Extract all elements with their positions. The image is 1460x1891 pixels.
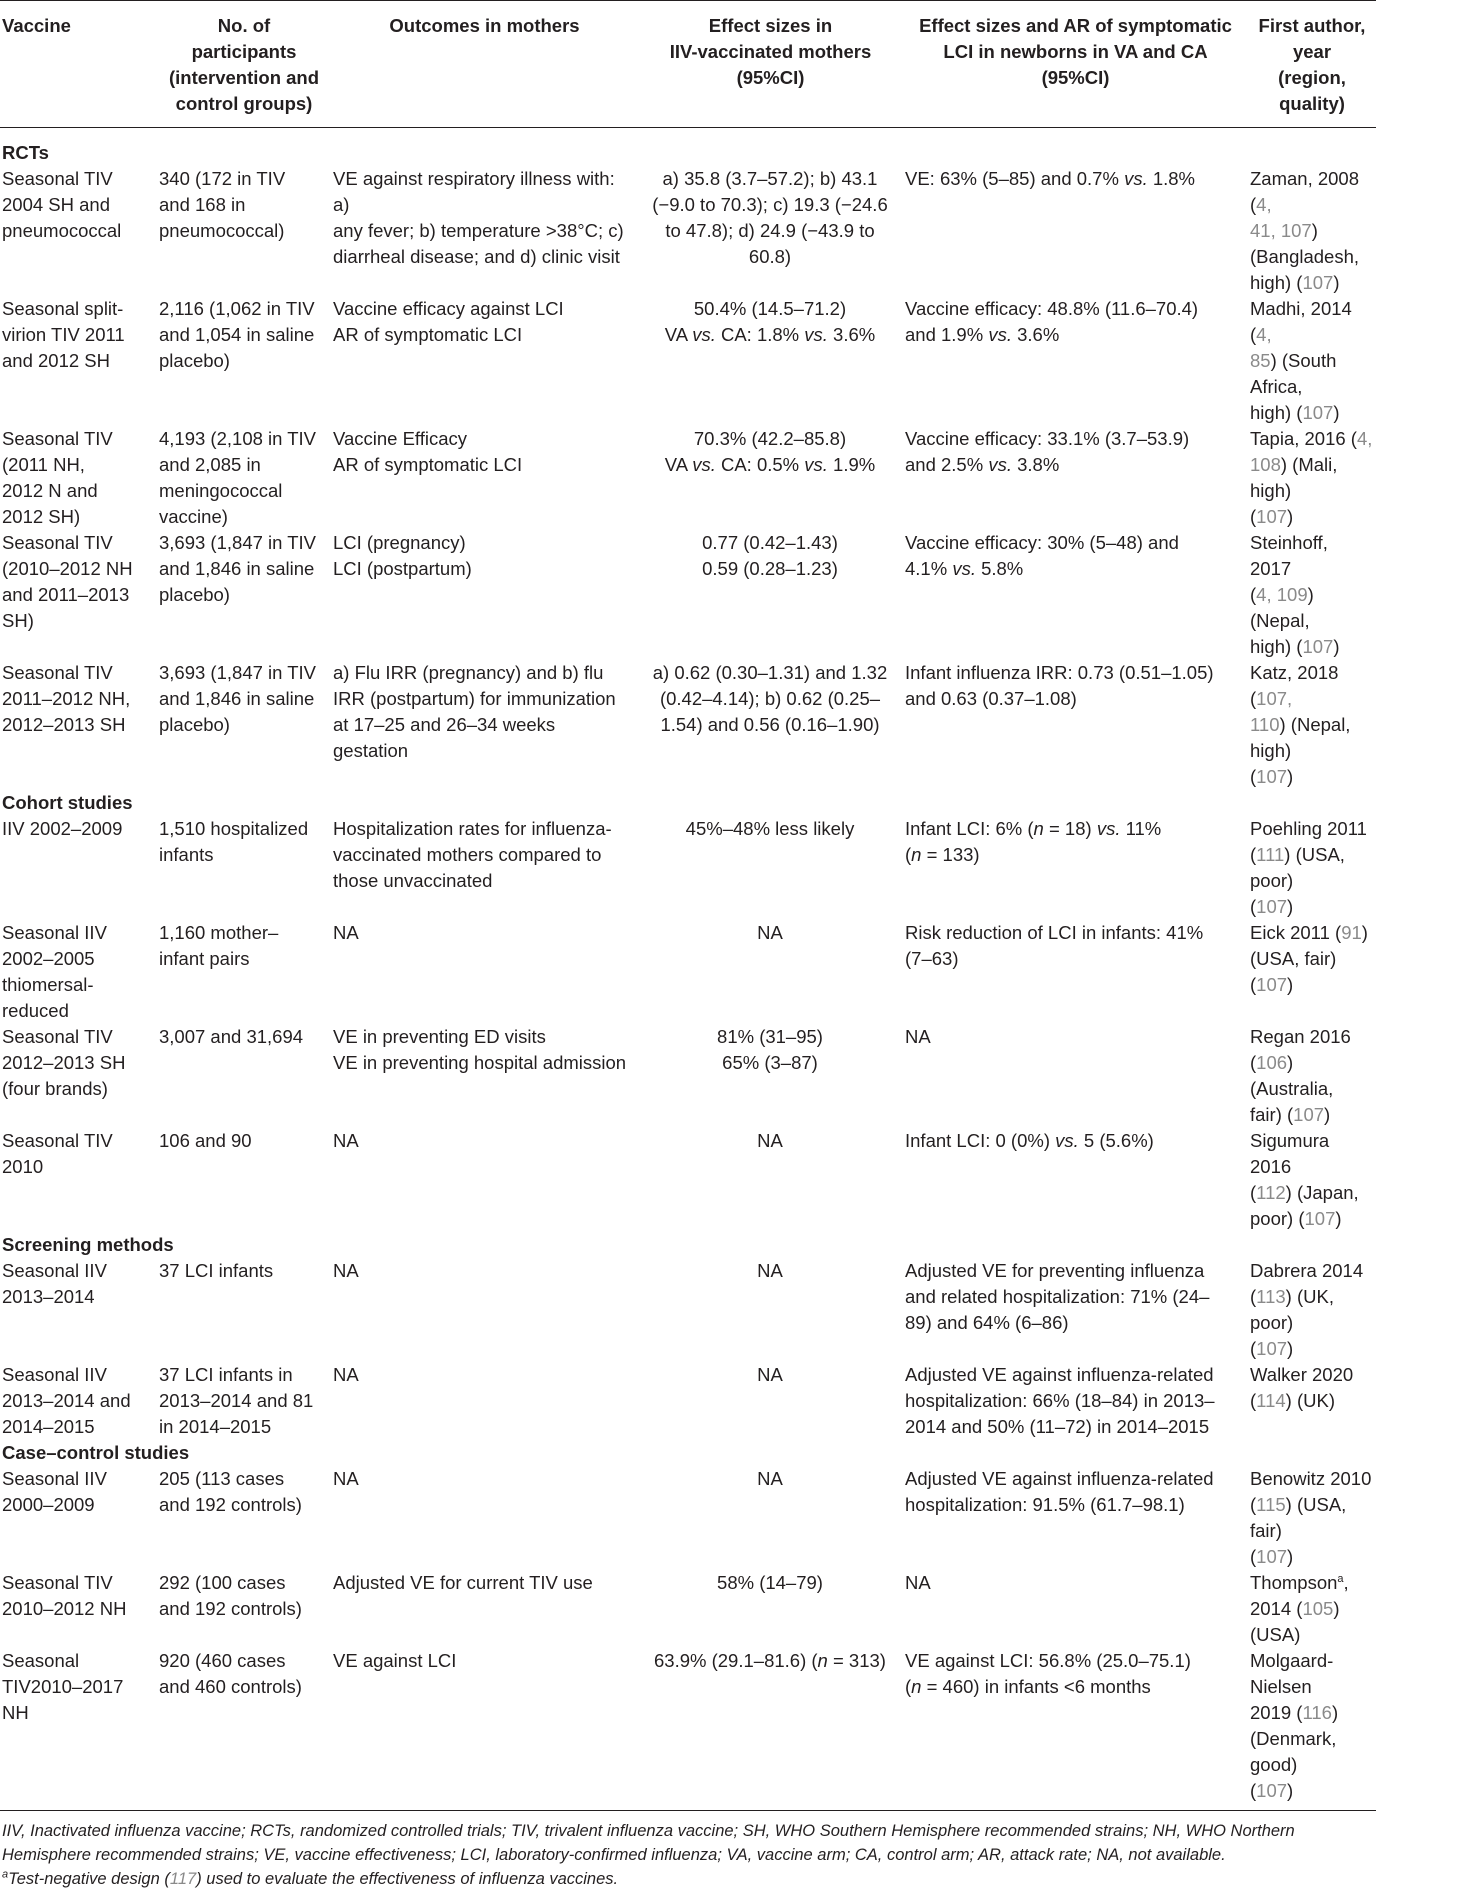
cell-outcomes: NA [333, 1260, 359, 1281]
cell-author: Madhi, 2014 (4, 85) (South Africa, high) (107) [1250, 298, 1352, 423]
cell-effect-newborns: Risk reduction of LCI in infants: 41% (7–63) [905, 922, 1204, 969]
reference-link[interactable]: 107 [1293, 1104, 1325, 1125]
footnote-test-negative: $^a$Test-negative design (117) used to evaluate the effectiveness of influenza vaccines. [2, 1868, 619, 1888]
cell-outcomes: VE against respiratory illness with: a) any fever; b) temperature >38°C; c) diarrheal disease; and d) clinic visit [333, 168, 624, 267]
header-effect-newborns: Effect sizes and AR of symptomatic LCI in newborns in VA and CA (95%CI) [919, 15, 1232, 88]
cell-outcomes: a) Flu IRR (pregnancy) and b) flu IRR (postpartum) for immunization at 17–25 and 26–34 weeks gestation [333, 662, 616, 761]
reference-link[interactable]: 114 [1256, 1390, 1286, 1411]
cell-outcomes: NA [333, 1364, 359, 1385]
cell-author: Dabrera 2014 (113) (UK, poor) (107) [1250, 1260, 1364, 1359]
reference-link[interactable]: 107 [1256, 1338, 1288, 1359]
cell-outcomes: Vaccine efficacy against LCI AR of symptomatic LCI [333, 298, 564, 345]
cell-author: Molgaard-Nielsen 2019 (116) (Denmark, good) (107) [1250, 1650, 1339, 1801]
cell-effect-newborns: Adjusted VE for preventing influenza and related hospitalization: 71% (24– 89) and 64% (6–86) [905, 1260, 1210, 1333]
cell-author: Benowitz 2010 (115) (USA, fair) (107) [1250, 1468, 1372, 1567]
cell-outcomes: NA [333, 922, 359, 943]
section-row-case-control [0, 1440, 1376, 1466]
cell-effect-mothers: a) 35.8 (3.7–57.2); b) 43.1 (−9.0 to 70.3); c) 19.3 (−24.6 to 47.8); d) 24.9 (−43.9 to 60.8) [652, 168, 888, 267]
cell-vaccine: Seasonal split- virion TIV 2011 and 2012 SH [2, 298, 125, 371]
cell-participants: 3,007 and 31,694 [159, 1026, 304, 1047]
cell-vaccine: Seasonal TIV 2011–2012 NH, 2012–2013 SH [2, 662, 131, 735]
cell-effect-mothers: a) 0.62 (0.30–1.31) and 1.32 (0.42–4.14); b) 0.62 (0.25– 1.54) and 0.56 (0.16–1.90) [652, 662, 888, 735]
reference-link[interactable]: 107 [1256, 1546, 1288, 1567]
cell-participants: 292 (100 cases and 192 controls) [159, 1572, 302, 1619]
table-row [0, 816, 1376, 920]
reference-link[interactable]: 107 [1302, 272, 1334, 293]
reference-link[interactable]: 110 [1250, 714, 1280, 735]
cell-participants: 920 (460 cases and 460 controls) [159, 1650, 302, 1697]
cell-vaccine: Seasonal TIV (2010–2012 NH and 2011–2013 SH) [2, 532, 133, 631]
cell-effect-mothers: NA [757, 1260, 783, 1281]
reference-link[interactable]: 107 [1256, 1780, 1288, 1801]
reference-link[interactable]: 117 [169, 1870, 197, 1888]
section-row-rcts [0, 128, 1376, 167]
cell-effect-newborns: Infant LCI: 0 (0%) vs. 5 (5.6%) [905, 1130, 1154, 1151]
cell-effect-mothers: 50.4% (14.5–71.2) VA vs. CA: 1.8% vs. 3.6% [664, 298, 876, 345]
reference-link[interactable]: 107 [1256, 766, 1288, 787]
cell-outcomes: VE against LCI [333, 1650, 457, 1671]
table-row [0, 426, 1376, 530]
reference-link[interactable]: 41, 107 [1250, 220, 1312, 241]
reference-link[interactable]: 105 [1302, 1598, 1334, 1619]
cell-vaccine: Seasonal IIV 2013–2014 [2, 1260, 107, 1307]
table-row [0, 530, 1376, 660]
cell-outcomes: VE in preventing ED visits VE in preventing hospital admission [333, 1026, 627, 1073]
footnote-abbreviations-line: IIV, Inactivated influenza vaccine; RCTs, randomized controlled trials; TIV, trivalent influenza vaccine; SH, WHO Southern Hemisphere recommended strains; NH, WHO Northern [2, 1822, 1295, 1840]
header-outcomes: Outcomes in mothers [389, 15, 580, 36]
cell-participants: 1,510 hospitalized infants [159, 818, 309, 865]
reference-link[interactable]: 115 [1256, 1494, 1286, 1515]
table-row [0, 1362, 1376, 1440]
table-row [0, 1258, 1376, 1362]
cell-effect-newborns: VE: 63% (5–85) and 0.7% vs. 1.8% [905, 168, 1196, 189]
table-row [0, 920, 1376, 1024]
section-title: Cohort studies [2, 792, 133, 813]
cell-effect-mothers: 63.9% (29.1–81.6) (n = 313) [654, 1650, 886, 1671]
cell-effect-mothers: 45%–48% less likely [685, 818, 855, 839]
header-effect-mothers: Effect sizes in IIV-vaccinated mothers (95%CI) [669, 15, 872, 88]
footnote-abbreviations-line: Hemisphere recommended strains; VE, vaccine effectiveness; LCI, laboratory-confirmed influenza; VA, vaccine arm; CA, control arm; AR, attack rate; NA, not available. [2, 1846, 1226, 1864]
cell-author: Eick 2011 (91) (USA, fair) (107) [1250, 922, 1368, 995]
reference-link[interactable]: 107 [1302, 636, 1334, 657]
header-author: First author, year (region, quality) [1258, 15, 1366, 114]
table-row [0, 296, 1376, 426]
cell-effect-mothers: NA [757, 1364, 783, 1385]
reference-link[interactable]: 112 [1256, 1182, 1286, 1203]
cell-vaccine: Seasonal TIV 2004 SH and pneumococcal [2, 168, 122, 241]
cell-effect-newborns: Adjusted VE against influenza-related hospitalization: 91.5% (61.7–98.1) [905, 1468, 1214, 1515]
cell-author: Poehling 2011 (111) (USA, poor) (107) [1250, 818, 1367, 917]
table-footnote [0, 1811, 1376, 1891]
table-row [0, 1024, 1376, 1128]
cell-author: Regan 2016 (106) (Australia, fair) (107) [1250, 1026, 1351, 1125]
reference-link[interactable]: 4, [1356, 428, 1373, 449]
reference-link[interactable]: 107 [1256, 974, 1288, 995]
section-row-screening [0, 1232, 1376, 1258]
cell-effect-mothers: NA [757, 922, 783, 943]
cell-effect-newborns: Vaccine efficacy: 48.8% (11.6–70.4) and 1.9% vs. 3.6% [905, 298, 1199, 345]
cell-effect-mothers: 81% (31–95) 65% (3–87) [717, 1026, 823, 1073]
reference-link[interactable]: 106 [1256, 1052, 1288, 1073]
cell-effect-newborns: Vaccine efficacy: 30% (5–48) and 4.1% vs. 5.8% [905, 532, 1179, 579]
reference-link[interactable]: 107 [1256, 896, 1288, 917]
cell-participants: 106 and 90 [159, 1130, 252, 1151]
cell-outcomes: Vaccine Efficacy AR of symptomatic LCI [333, 428, 523, 475]
reference-link[interactable]: 4, [1256, 194, 1272, 215]
cell-effect-mothers: 0.77 (0.42–1.43) 0.59 (0.28–1.23) [702, 532, 838, 579]
cell-effect-newborns: Adjusted VE against influenza-related hospitalization: 66% (18–84) in 2013– 2014 and 50% (11–72) in 2014–2015 [905, 1364, 1215, 1437]
cell-participants: 2,116 (1,062 in TIV and 1,054 in saline placebo) [159, 298, 315, 371]
section-row-cohort [0, 790, 1376, 816]
reference-link[interactable]: 113 [1256, 1286, 1286, 1307]
reference-link[interactable]: 107 [1256, 506, 1288, 527]
cell-outcomes: LCI (pregnancy) LCI (postpartum) [333, 532, 472, 579]
table-row [0, 1570, 1376, 1648]
cell-participants: 37 LCI infants in 2013–2014 and 81 in 2014–2015 [159, 1364, 314, 1437]
cell-participants: 1,160 mother– infant pairs [159, 922, 279, 969]
cell-effect-mothers: 70.3% (42.2–85.8) VA vs. CA: 0.5% vs. 1.9% [664, 428, 876, 475]
cell-vaccine: Seasonal IIV 2000–2009 [2, 1468, 107, 1515]
table-row [0, 166, 1376, 296]
cell-vaccine: Seasonal TIV (2011 NH, 2012 N and 2012 SH) [2, 428, 113, 527]
cell-outcomes: NA [333, 1130, 359, 1151]
header-vaccine: Vaccine [2, 15, 71, 36]
table-row [0, 1648, 1376, 1811]
reference-link[interactable]: 108 [1250, 454, 1281, 475]
cell-effect-newborns: NA [905, 1026, 931, 1047]
cell-effect-mothers: 58% (14–79) [717, 1572, 823, 1593]
cell-author: Tapia, 2016 (4, 108) (Mali, high) (107) [1250, 428, 1373, 527]
reference-link[interactable]: 107, [1256, 688, 1293, 709]
cell-vaccine: Seasonal TIV 2012–2013 SH (four brands) [2, 1026, 126, 1099]
section-title: Screening methods [2, 1234, 174, 1255]
cell-author: Zaman, 2008 (4, 41, 107) (Bangladesh, high) (107) [1250, 168, 1360, 293]
cell-vaccine: Seasonal IIV 2013–2014 and 2014–2015 [2, 1364, 131, 1437]
cell-author: Walker 2020 (114) (UK) [1250, 1364, 1354, 1411]
section-title: RCTs [2, 142, 49, 163]
section-title: Case–control studies [2, 1442, 190, 1463]
cell-effect-mothers: NA [757, 1468, 783, 1489]
cell-author: Sigumura 2016 (112) (Japan, poor) (107) [1250, 1130, 1359, 1229]
cell-author: Steinhoff, 2017 (4, 109) (Nepal, high) (107) [1250, 532, 1340, 657]
reference-link[interactable]: 91 [1341, 922, 1362, 943]
cell-participants: 205 (113 cases and 192 controls) [159, 1468, 302, 1515]
cell-author: Thompson$^a$, 2014 (105) (USA) [1250, 1572, 1349, 1645]
cell-vaccine: Seasonal TIV 2010 [2, 1130, 113, 1177]
table-row [0, 1128, 1376, 1232]
cell-participants: 3,693 (1,847 in TIV and 1,846 in saline placebo) [159, 662, 317, 735]
cell-vaccine: Seasonal TIV 2010–2012 NH [2, 1572, 127, 1619]
cell-participants: 4,193 (2,108 in TIV and 2,085 in meningococcal vaccine) [159, 428, 317, 527]
cell-participants: 340 (172 in TIV and 168 in pneumococcal) [159, 168, 286, 241]
table-row [0, 1466, 1376, 1570]
table-body [0, 128, 1376, 1811]
cell-effect-newborns: Infant LCI: 6% (n = 18) vs. 11% (n = 133) [905, 818, 1162, 865]
cell-vaccine: Seasonal IIV 2002–2005 thiomersal- reduced [2, 922, 107, 1021]
cell-vaccine: Seasonal TIV2010–2017 NH [2, 1650, 124, 1723]
reference-link[interactable]: 107 [1302, 402, 1334, 423]
reference-link[interactable]: 4, [1256, 324, 1272, 345]
cell-effect-newborns: NA [905, 1572, 931, 1593]
cell-outcomes: Hospitalization rates for influenza- vaccinated mothers compared to those unvaccinated [333, 818, 612, 891]
table-row [0, 660, 1376, 790]
cell-author: Katz, 2018 (107, 110) (Nepal, high) (107) [1250, 662, 1351, 787]
reference-link[interactable]: 116 [1302, 1702, 1332, 1723]
cell-effect-mothers: NA [757, 1130, 783, 1151]
table-header [0, 1, 1376, 128]
cell-effect-newborns: Vaccine efficacy: 33.1% (3.7–53.9) and 2.5% vs. 3.8% [905, 428, 1190, 475]
cell-vaccine: IIV 2002–2009 [2, 818, 123, 839]
cell-effect-newborns: Infant influenza IRR: 0.73 (0.51–1.05) and 0.63 (0.37–1.08) [905, 662, 1214, 709]
header-participants: No. of participants (intervention and control groups) [168, 15, 320, 114]
reference-link[interactable]: 85 [1250, 350, 1271, 371]
cell-effect-newborns: VE against LCI: 56.8% (25.0–75.1) (n = 460) in infants <6 months [905, 1650, 1191, 1697]
reference-link[interactable]: 111 [1256, 844, 1285, 865]
cell-outcomes: Adjusted VE for current TIV use [333, 1572, 593, 1593]
reference-link[interactable]: 107 [1304, 1208, 1336, 1229]
reference-link[interactable]: 4, 109 [1256, 584, 1308, 605]
cell-participants: 3,693 (1,847 in TIV and 1,846 in saline placebo) [159, 532, 317, 605]
cell-outcomes: NA [333, 1468, 359, 1489]
cell-participants: 37 LCI infants [159, 1260, 274, 1281]
